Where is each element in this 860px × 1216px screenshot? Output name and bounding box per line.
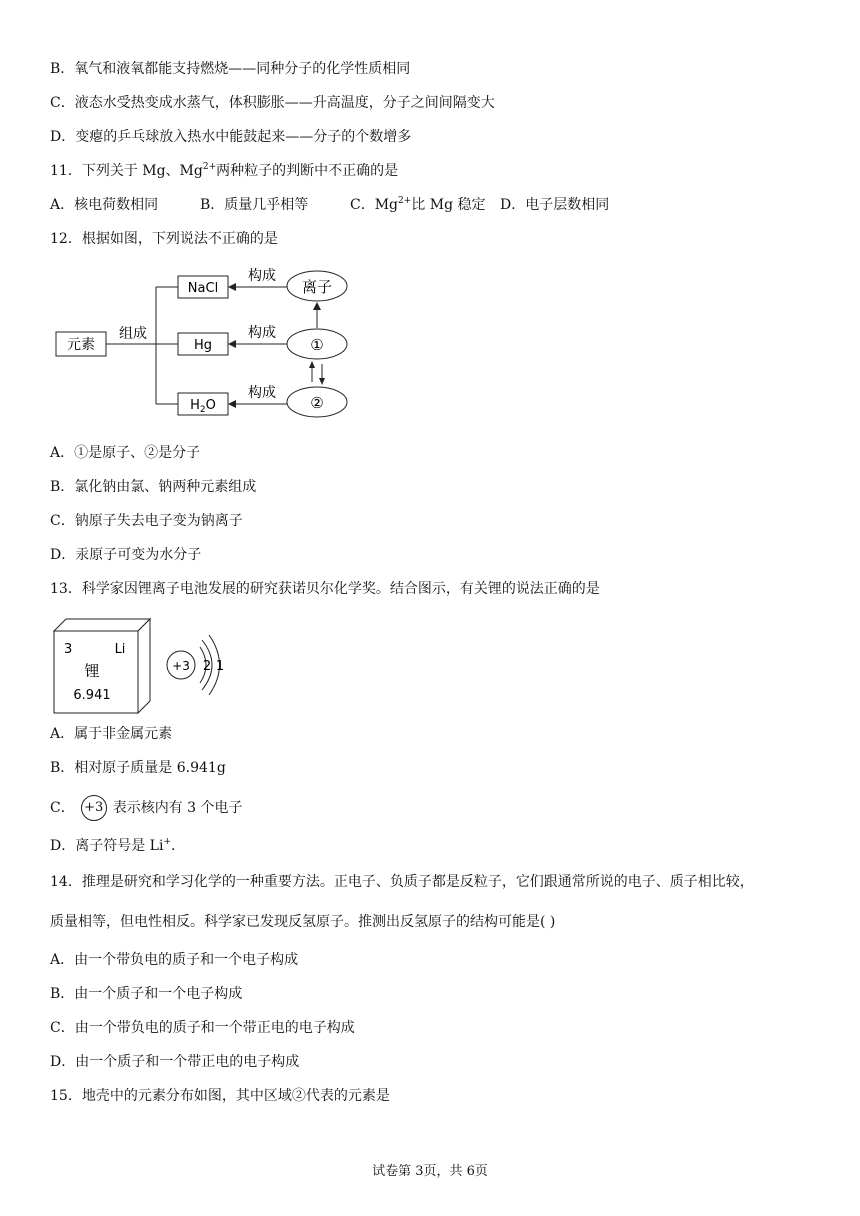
q11-stem [50,161,398,181]
nucleus-charge: +3 [172,659,190,673]
q11-stem-superscript: 2+ [202,162,217,172]
q13-option-d-part2: . [171,838,176,854]
q12-option-c: C．钠原子失去电子变为钠离子 [50,513,243,529]
q13-lithium-figure [50,617,250,715]
q11-option-a: A．核电荷数相同 [50,197,159,213]
q13-option-c-text: 表示核内有 3 个电子 [112,800,243,816]
element-number: 3 [64,642,73,657]
h2o-label: $H_2O$ [190,398,216,415]
constitute-label-1: 构成 [248,268,276,284]
ion-label: 离子 [301,278,333,296]
hg-label: Hg [193,338,213,353]
constitute-label-2: 构成 [248,325,276,341]
nacl-label: NaCl [187,281,219,296]
q13-option-c-prefix: C． [50,800,75,816]
q11-option-c-superscript: 2+ [398,196,412,206]
q10-option-d: D．变瘪的乒乓球放入热水中能鼓起来——分子的个数增多 [50,129,412,145]
element-name: 锂 [84,662,100,680]
q12-stem: 12．根据如图，下列说法不正确的是 [50,231,278,247]
compose-label: 组成 [119,326,147,342]
q13-option-d-part1: D．离子符号是 Li [50,838,164,854]
q14-stem-line2: 质量相等，但电性相反。科学家已发现反氢原子。推测出反氢原子的结构可能是( ) [50,914,556,930]
q13-option-a: A．属于非金属元素 [50,726,173,742]
shell-2-electrons: 1 [215,659,225,674]
q14-option-d: D．由一个质子和一个带正电的电子构成 [50,1054,300,1070]
q13-option-b: B．相对原子质量是 6.941g [50,760,226,776]
q15-stem: 15．地壳中的元素分布如图，其中区域②代表的元素是 [50,1088,390,1104]
q13-option-d [50,836,175,856]
shell-1-electrons: 2 [202,659,212,674]
q14-option-a: A．由一个带负电的质子和一个电子构成 [50,952,299,968]
atomic-mass: 6.941 [73,688,111,703]
q13-option-d-superscript: + [163,837,171,847]
q11-option-c-part1: C．Mg [350,197,399,213]
q11-option-d: D．电子层数相同 [500,197,610,213]
q11-option-c-part2: 比 Mg 稳定 [411,197,486,213]
element-symbol: Li [114,642,126,657]
q12-option-a: A．①是原子、②是分子 [50,445,201,461]
q12-diagram [50,262,370,422]
page-footer: 试卷第 3页，共 6页 [372,1164,488,1179]
nucleus-symbol: +3 [81,795,107,821]
q13-stem: 13．科学家因锂离子电池发展的研究获诺贝尔化学奖。结合图示，有关锂的说法正确的是 [50,581,600,597]
q10-option-c: C．液态水受热变成水蒸气，体积膨胀——升高温度，分子之间间隔变大 [50,95,495,111]
q11-options [50,195,609,215]
q14-stem-line1: 14．推理是研究和学习化学的一种重要方法。正电子、负质子都是反粒子，它们跟通常所说的电子、质子相比较， [50,874,754,890]
q14-option-c: C．由一个带负电的质子和一个带正电的电子构成 [50,1020,355,1036]
q11-stem-part1: 11．下列关于 Mg、Mg [50,163,203,179]
q11-stem-part2: 两种粒子的判断中不正确的是 [216,163,399,179]
circle-2-label: ② [310,394,324,412]
circle-1-label: ① [310,336,324,354]
element-label: 元素 [67,337,95,353]
q10-option-b: B．氧气和液氧都能支持燃烧——同种分子的化学性质相同 [50,61,411,77]
q12-option-b: B．氯化钠由氯、钠两种元素组成 [50,479,257,495]
q14-option-b: B．由一个质子和一个电子构成 [50,986,243,1002]
q11-option-b: B．质量几乎相等 [200,197,309,213]
q13-option-c [50,795,243,821]
constitute-label-3: 构成 [248,385,276,401]
q12-option-d: D．汞原子可变为水分子 [50,547,202,563]
q11-option-c [350,195,500,215]
